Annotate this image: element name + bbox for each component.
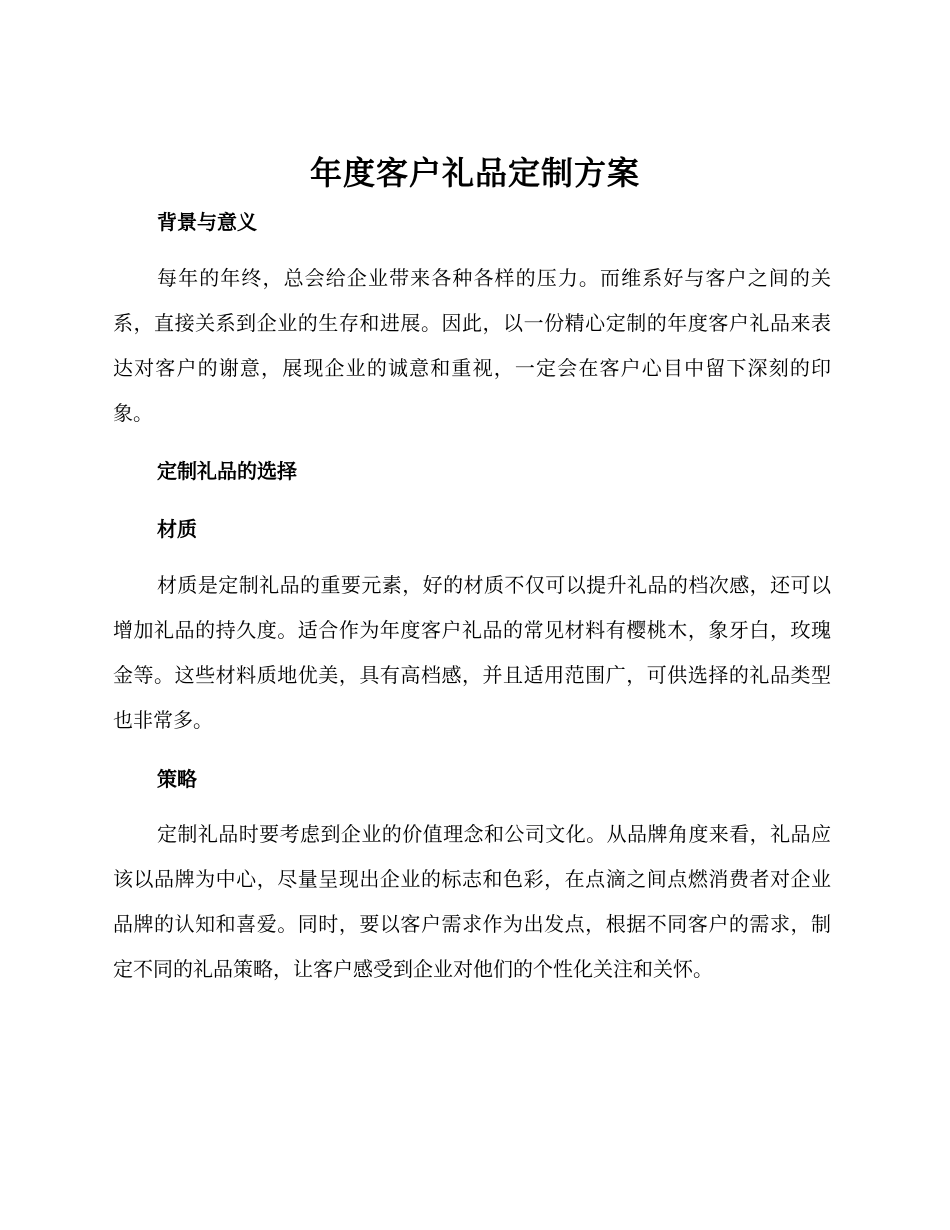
subsection-heading-strategy: 策略: [157, 767, 197, 791]
document-title: 年度客户礼品定制方案: [309, 154, 640, 192]
section-heading-background: 背景与意义: [157, 210, 257, 234]
paragraph-strategy: 定制礼品时要考虑到企业的价值理念和公司文化。从品牌角度来看，礼品应该以品牌为中心，尽量呈现出企业的标志和色彩，在点滴之间点燃消费者对企业品牌的认知和喜爱。同时，要以客户需求作为出发点，根据不同客户的需求，制定不同的礼品策略，让客户感受到企业对他们的个性化关注和关怀。: [113, 822, 831, 981]
section-heading-gift-choice: 定制礼品的选择: [157, 459, 297, 483]
subsection-heading-material: 材质: [157, 517, 197, 541]
paragraph-material: 材质是定制礼品的重要元素，好的材质不仅可以提升礼品的档次感，还可以增加礼品的持久度。适合作为年度客户礼品的常见材料有樱桃木，象牙白，玫瑰金等。这些材料质地优美，具有高档感，并且适用范围广，可供选择的礼品类型也非常多。: [113, 573, 831, 732]
paragraph-background: 每年的年终，总会给企业带来各种各样的压力。而维系好与客户之间的关系，直接关系到企业的生存和进展。因此，以一份精心定制的年度客户礼品来表达对客户的谢意，展现企业的诚意和重视，一定会在客户心目中留下深刻的印象。: [113, 266, 831, 425]
